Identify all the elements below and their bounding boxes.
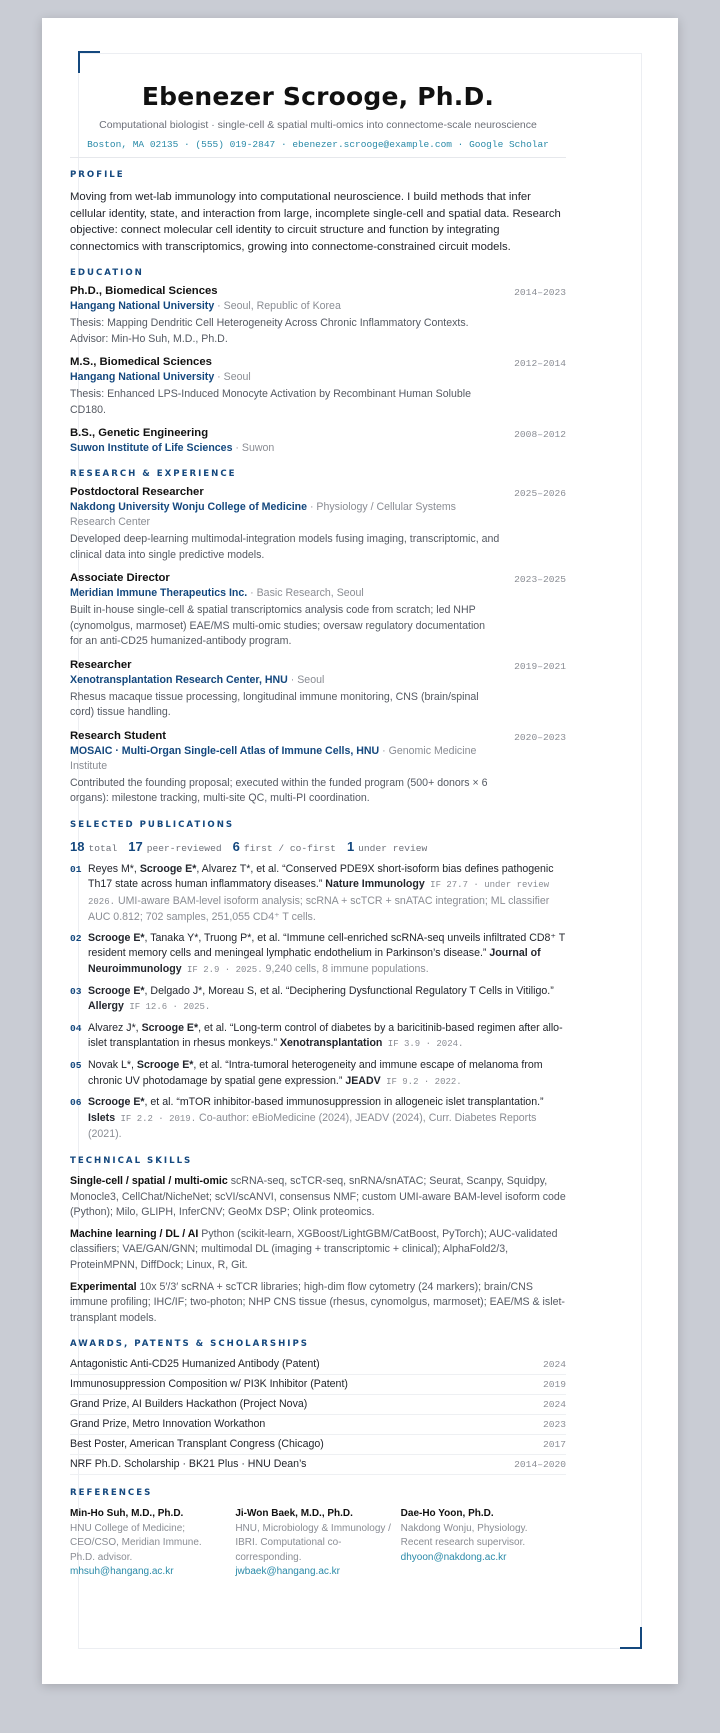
award-row (70, 1375, 566, 1395)
skill-text: scRNA-seq, scTCR-seq, snRNA/snATAC; Seurat, Scanpy, Squidpy, Monocle3, CellChat/NicheNet; scVI/scANVI, consensus NMF; custom UMI-aware BAM-level isoform code (Python); Milo, GLIPH, InferCNV; GeoMx DSP; Olink proteomics. (70, 1175, 566, 1219)
award-title: Grand Prize, Metro Innovation Workathon (70, 1418, 266, 1431)
publication-number: 03 (70, 985, 82, 997)
publication-title: , et al. “Intra-tumoral heterogeneity and immune escape of melanoma from chronic UV photodamage by spatial gene expression.” (88, 1059, 543, 1087)
corner-mark-top-left (78, 51, 100, 73)
skill-text: Python (scikit-learn, XGBoost/LightGBM/CatBoost, PyTorch); AUC-validated classifiers; VAE/GAN/GNN; multimodal DL (imaging + transcriptomic + clinical); AlphaFold2/3, ProteinMPNN, DiffDock; Linux, R, Git. (70, 1227, 558, 1271)
publication-number: 05 (70, 1060, 82, 1072)
stat-number: 1 (346, 838, 355, 854)
award-title: NRF Ph.D. Scholarship · BK21 Plus · HNU Dean’s (70, 1458, 307, 1471)
reference-card (235, 1507, 400, 1579)
publication-list (70, 862, 566, 1144)
entry-title: Associate Director (70, 572, 170, 584)
publication-self-author: Scrooge E* (88, 1096, 145, 1109)
publication-item (70, 931, 566, 979)
entry-organization (70, 500, 500, 530)
experience-list (70, 486, 566, 807)
contact-line[interactable]: Boston, MA 02135 · (555) 019-2847 · ebenezer.scrooge@example.com · Google Scholar (87, 139, 549, 150)
award-date: 2023 (542, 1419, 566, 1431)
reference-affiliation: Nakdong Wonju, Physiology. Recent research supervisor. (400, 1522, 528, 1549)
publication-meta: IF 9.2 · 2022. (380, 1076, 462, 1087)
entry-date: 2019–2021 (514, 660, 566, 672)
publication-authors-pre: Novak L*, (88, 1059, 137, 1072)
reference-name: Dae-Ho Yoon, Ph.D. (400, 1508, 494, 1520)
organization-name: MOSAIC · Multi-Organ Single-cell Atlas of Immune Cells, HNU (70, 744, 380, 757)
award-date: 2024 (542, 1399, 566, 1411)
entry-description: Contributed the founding proposal; executed within the funded program (500+ donors × 6 organs): milestone tracking, multi-site QC, multi-PI coordination. (70, 776, 488, 804)
skill-label: Machine learning / DL / AI (70, 1227, 199, 1240)
awards-list (70, 1355, 566, 1475)
publication-meta: IF 2.2 · 2019. (115, 1113, 197, 1124)
publication-self-author: Scrooge E* (88, 931, 145, 944)
reference-affiliation: HNU College of Medicine; CEO/CSO, Meridian Immune. Ph.D. advisor. (70, 1522, 202, 1563)
award-title: Immunosuppression Composition w/ PI3K Inhibitor (Patent) (70, 1378, 348, 1391)
stat-label: peer-reviewed (146, 842, 222, 854)
award-row (70, 1355, 566, 1375)
publication-title: , et al. “mTOR inhibitor-based immunosuppression in allogeneic islet transplantation.” (144, 1096, 544, 1109)
entry-description: Developed deep-learning multimodal-integration models fusing imaging, transcriptomic, and clinical data into single predictive models. (70, 533, 500, 561)
organization-location: · Physiology / Cellular Systems Research Center (70, 501, 456, 528)
skill-label: Single-cell / spatial / multi-omic (70, 1175, 228, 1187)
organization-location: · Genomic Medicine Institute (70, 744, 477, 772)
entry-date: 2025–2026 (514, 488, 566, 499)
entry-item (70, 730, 566, 807)
publication-note: Co-author: eBioMedicine (2024), JEADV (2024), Curr. Diabetes Reports (2021). (88, 1111, 537, 1141)
publication-journal: Nature Immunology (325, 878, 425, 891)
publication-number: 01 (70, 863, 82, 875)
stat-number: 6 (232, 838, 240, 854)
publication-meta: IF 2.9 · 2025. (181, 965, 263, 976)
award-date: 2017 (542, 1439, 566, 1451)
organization-name: Meridian Immune Therapeutics Inc. (70, 587, 248, 599)
skill-label: Experimental (70, 1280, 137, 1293)
organization-name: Hangang National University (70, 300, 215, 312)
entry-title: Postdoctoral Researcher (70, 486, 204, 498)
entry-date: 2014–2023 (514, 287, 566, 298)
award-date: 2024 (542, 1359, 566, 1371)
award-title: Best Poster, American Transplant Congress (Chicago) (70, 1438, 324, 1451)
entry-organization (70, 370, 500, 385)
entry-item (70, 427, 566, 456)
publication-journal: Allergy (88, 1000, 124, 1013)
organization-name: Nakdong University Wonju College of Medicine (70, 501, 308, 513)
organization-location: · Suwon (232, 442, 275, 454)
reference-affiliation: HNU, Microbiology & Immunology / IBRI. Computational co-corresponding. (235, 1522, 391, 1563)
award-title: Antagonistic Anti-CD25 Humanized Antibody (Patent) (70, 1358, 320, 1371)
entry-description: Thesis: Mapping Dendritic Cell Heterogeneity Across Chronic Inflammatory Contexts. Advisor: Min-Ho Suh, M.D., Ph.D. (70, 317, 469, 345)
reference-card (70, 1507, 235, 1579)
skill-group (70, 1227, 566, 1274)
stat-label: under review (358, 842, 428, 854)
entry-date: 2020–2023 (514, 731, 566, 743)
resume-content (70, 82, 566, 1579)
section-heading-awards: AWARDS, PATENTS & SCHOLARSHIPS (70, 1339, 309, 1350)
publication-meta: IF 3.9 · 2024. (382, 1039, 464, 1050)
award-date: 2014–2020 (514, 1459, 566, 1471)
award-title: Grand Prize, AI Builders Hackathon (Project Nova) (70, 1398, 308, 1411)
entry-date: 2008–2012 (514, 429, 566, 440)
section-heading-references: REFERENCES (70, 1488, 153, 1499)
award-row (70, 1395, 566, 1415)
entry-organization (70, 299, 500, 314)
entry-item (70, 285, 566, 347)
candidate-name: Ebenezer Scrooge, Ph.D. (141, 82, 495, 111)
entry-title: Researcher (70, 658, 132, 671)
reference-email-link[interactable]: mhsuh@hangang.ac.kr (70, 1565, 174, 1577)
organization-name: Suwon Institute of Life Sciences (70, 442, 233, 454)
organization-location: · Basic Research, Seoul (247, 587, 364, 599)
publication-journal: Islets (88, 1111, 116, 1124)
entry-title: M.S., Biomedical Sciences (70, 356, 212, 368)
entry-organization (70, 441, 500, 456)
education-list (70, 285, 566, 456)
organization-name: Xenotransplantation Research Center, HNU (70, 673, 288, 686)
publication-title: , Delgado J*, Moreau S, et al. “Deciphering Dysfunctional Regulatory T Cells in Vitiligo.” (144, 984, 554, 997)
publication-self-author: Scrooge E* (136, 1059, 194, 1072)
award-row (70, 1435, 566, 1455)
entry-title: Research Student (70, 729, 167, 742)
reference-name: Ji-Won Baek, M.D., Ph.D. (235, 1508, 353, 1520)
publication-note: UMI-aware BAM-level isoform analysis; scRNA + scTCR + snATAC integration; ML classifier AUC 0.812; 702 samples, 251,055 CD4⁺ T cells. (88, 894, 550, 924)
publication-item (70, 1021, 566, 1053)
reference-name: Min-Ho Suh, M.D., Ph.D. (70, 1508, 184, 1520)
publication-journal: JEADV (345, 1074, 381, 1087)
publication-meta: IF 12.6 · 2025. (123, 1002, 211, 1013)
organization-name: Hangang National University (70, 371, 215, 383)
entry-item (70, 659, 566, 721)
skill-group (70, 1280, 566, 1327)
reference-card (401, 1507, 566, 1579)
publication-title: , Tanaka Y*, Truong P*, et al. “Immune cell-enriched scRNA-seq unveils infiltrated CD8⁺ T resident memory cells and meningeal lymphatic endothelium in Parkinson’s disease.” (88, 931, 566, 960)
award-row (70, 1455, 566, 1475)
publication-note: 9,240 cells, 8 immune populations. (262, 963, 429, 976)
entry-date: 2023–2025 (514, 574, 566, 585)
publication-meta: IF 27.7 · under review 2026. (88, 880, 550, 907)
profile-text: Moving from wet-lab immunology into computational neuroscience. I build methods that infer cellular identity, state, and interaction from large, incomplete single-cell and spatial data. Research objective: connect molecular cell identity to circuit structure and function by integrating connectomics with transcriptomics, growing into connectome-constrained circuit models. (70, 191, 561, 253)
publication-item (70, 1095, 566, 1143)
publication-item (70, 984, 566, 1016)
stat-number: 17 (128, 838, 143, 854)
publication-title: , et al. “Long-term control of diabetes by a baricitinib-based regimen after allo-islet transplantation in rhesus monkeys.” (88, 1021, 563, 1050)
publication-item (70, 1058, 566, 1090)
award-date: 2019 (542, 1379, 566, 1391)
publication-item (70, 862, 566, 926)
entry-date: 2012–2014 (514, 358, 566, 369)
organization-location: · Seoul (287, 673, 325, 686)
skill-group (70, 1174, 566, 1221)
entry-title: Ph.D., Biomedical Sciences (70, 285, 218, 297)
stat-label: total (88, 842, 118, 854)
section-heading-profile: PROFILE (70, 170, 125, 180)
entry-organization (70, 673, 500, 688)
publication-authors-pre: Reyes M*, (88, 862, 140, 875)
skill-text: 10x 5′/3′ scRNA + scTCR libraries; high-dim flow cytometry (24 markers); brain/CNS immune profiling; IHC/IF; two-photon; NHP CNS tissue (rhesus, cynomolgus, marmoset); EAE/MS & islet-transplant models. (70, 1280, 565, 1324)
references-list (70, 1507, 566, 1579)
publication-number: 06 (70, 1097, 82, 1109)
tagline: Computational biologist · single-cell & spatial multi-omics into connectome-scale neuroscience (99, 119, 537, 131)
section-heading-experience: RESEARCH & EXPERIENCE (70, 469, 237, 479)
corner-mark-bottom-right (620, 1627, 642, 1649)
organization-location: · Seoul (214, 371, 251, 383)
reference-email-link[interactable]: jwbaek@hangang.ac.kr (235, 1565, 340, 1577)
entry-organization (70, 744, 500, 774)
publication-journal: Xenotransplantation (279, 1037, 383, 1050)
section-heading-skills: TECHNICAL SKILLS (70, 1156, 193, 1166)
section-heading-education: EDUCATION (70, 268, 144, 278)
stat-number: 18 (70, 838, 85, 854)
publication-number: 02 (70, 932, 82, 944)
entry-item (70, 356, 566, 418)
publication-self-author: Scrooge E* (141, 1021, 199, 1034)
publication-title: , Alvarez T*, et al. “Conserved PDE9X short-isoform bias defines pathogenic Th17 state across human inflammatory diseases.” (88, 862, 554, 891)
entry-item (70, 572, 566, 650)
organization-location: · Seoul, Republic of Korea (214, 300, 341, 312)
publication-stats (70, 839, 566, 854)
entry-item (70, 486, 566, 563)
publication-journal: Journal of Neuroimmunology (88, 947, 541, 976)
section-heading-publications: SELECTED PUBLICATIONS (70, 819, 235, 830)
award-row (70, 1415, 566, 1435)
publication-number: 04 (70, 1022, 82, 1034)
entry-title: B.S., Genetic Engineering (70, 427, 209, 439)
entry-description: Rhesus macaque tissue processing, longitudinal immune monitoring, CNS (brain/spinal cord) tissue handling. (70, 690, 479, 718)
entry-organization (70, 586, 500, 601)
stat-label: first / co-first (243, 842, 336, 854)
publication-self-author: Scrooge E* (139, 862, 197, 875)
entry-description: Built in-house single-cell & spatial transcriptomics analysis code from scratch; led NHP (cynomolgus, marmoset) EAE/MS multi-omic studies; oversaw regulatory documentation for an anti-CD25 humanized-antibody program. (70, 604, 486, 647)
divider (70, 157, 566, 158)
reference-email-link[interactable]: dhyoon@nakdong.ac.kr (400, 1551, 507, 1563)
publication-authors-pre: Alvarez J*, (88, 1021, 142, 1034)
entry-description: Thesis: Enhanced LPS-Induced Monocyte Activation by Recombinant Human Soluble CD180. (70, 388, 472, 416)
publication-self-author: Scrooge E* (88, 984, 145, 997)
skills-list (70, 1174, 566, 1326)
